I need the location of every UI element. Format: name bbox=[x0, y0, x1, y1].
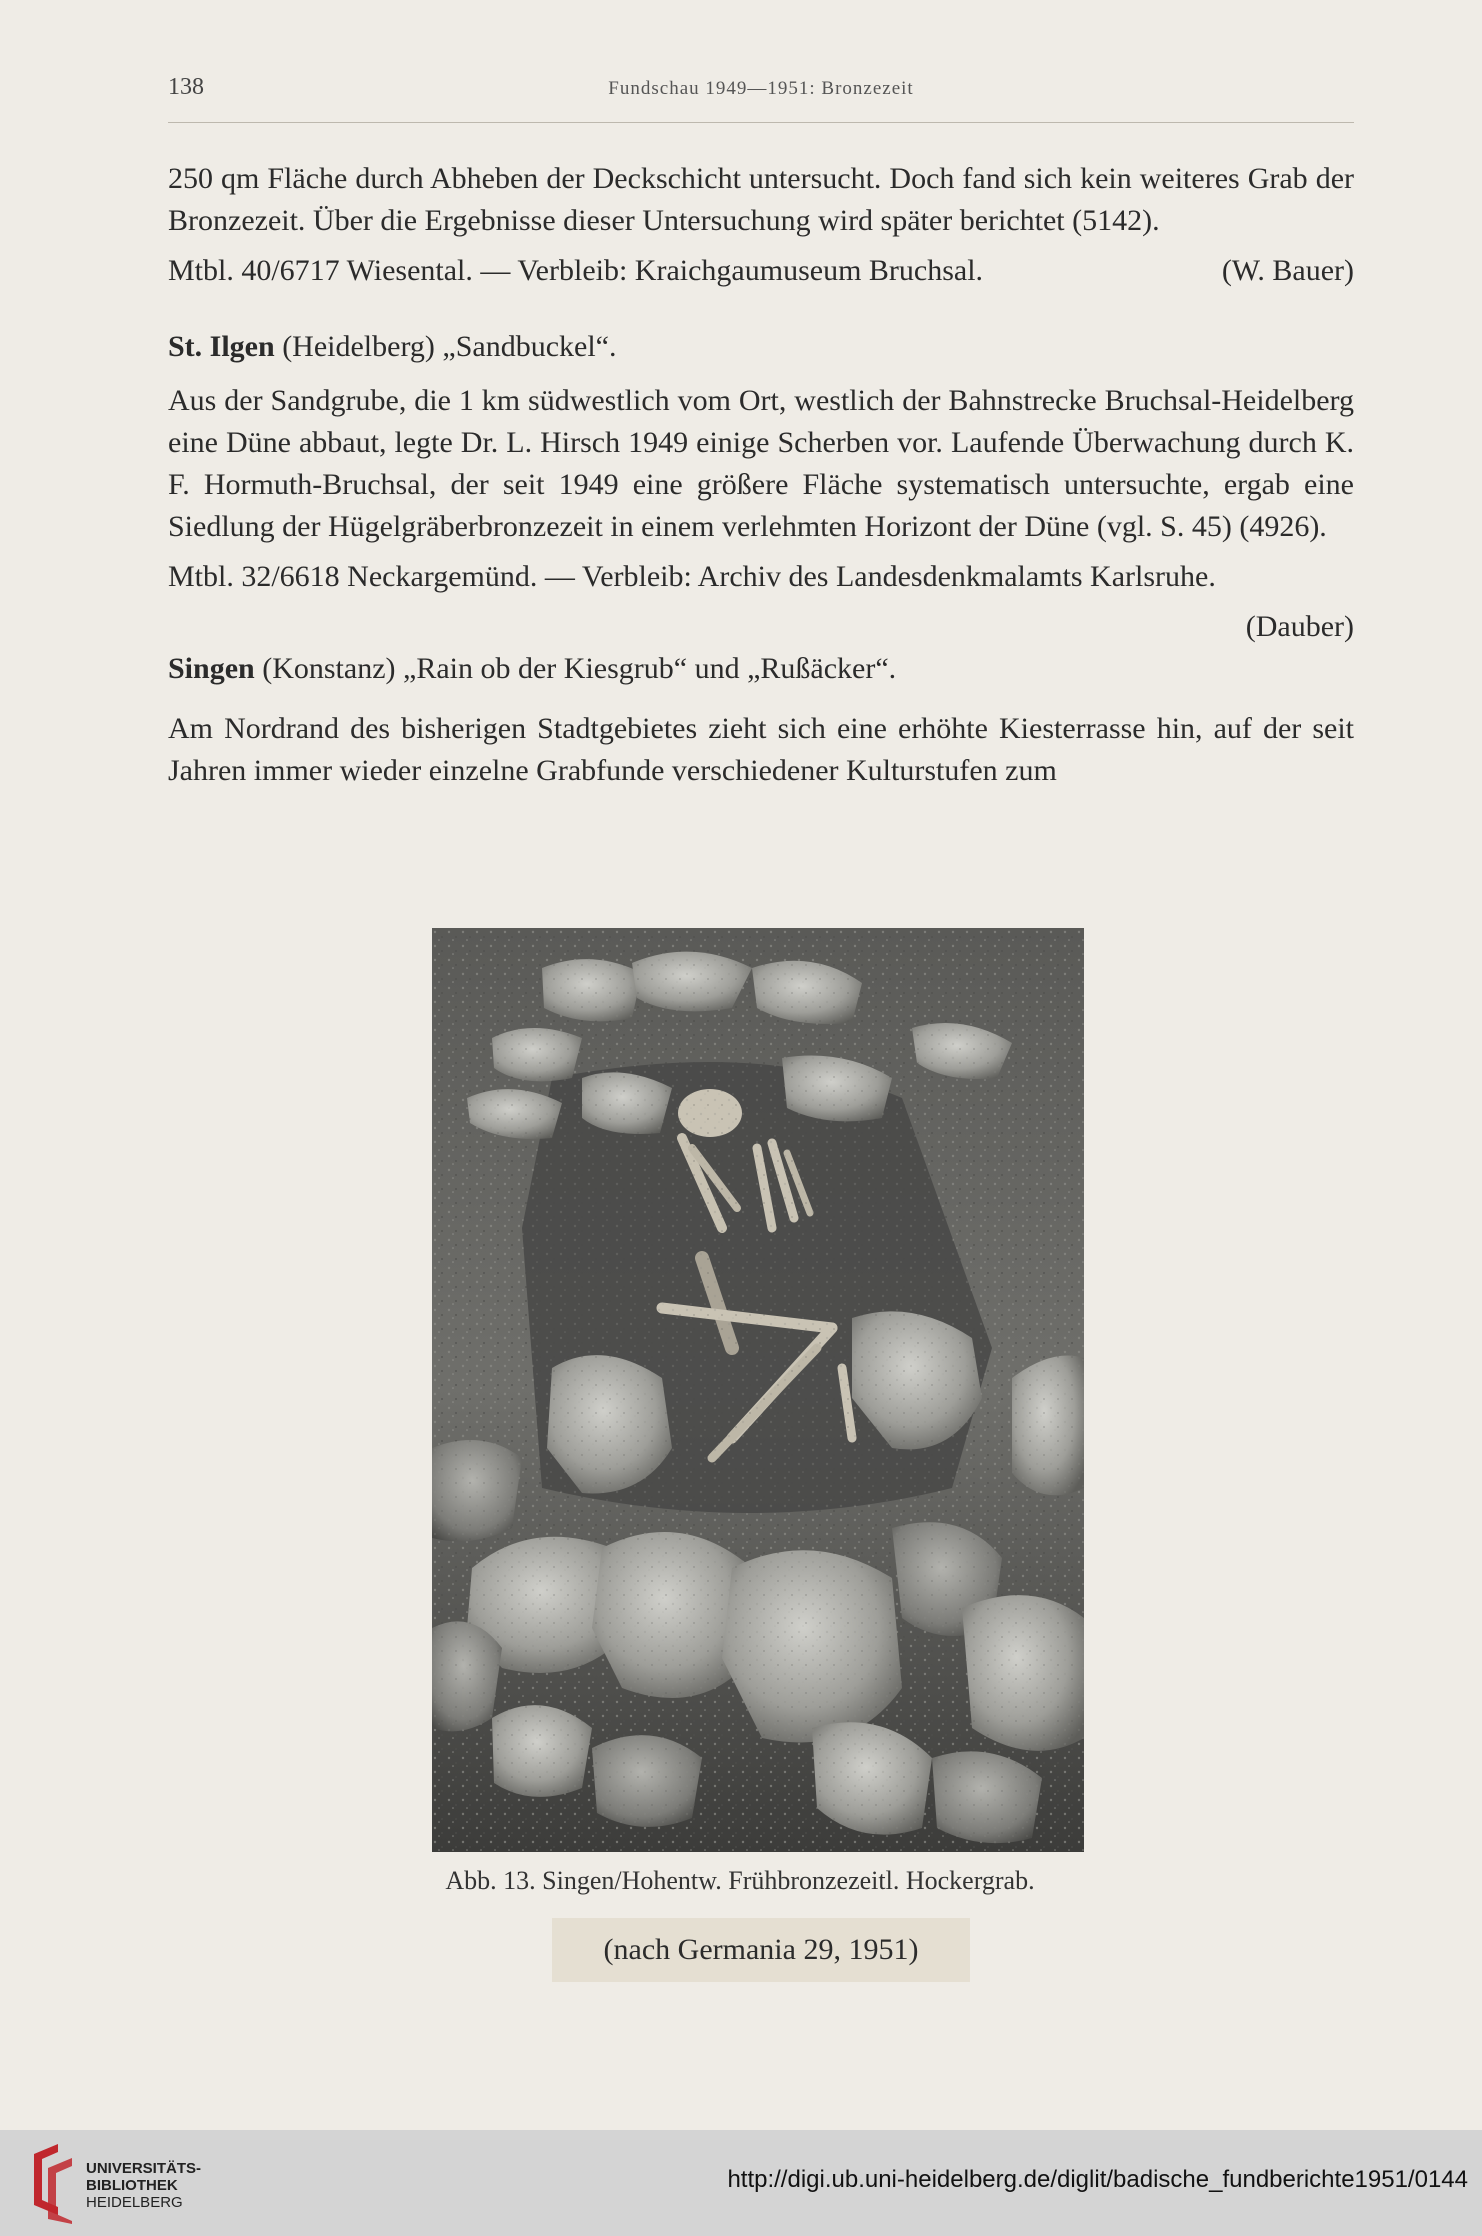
library-name-line: UNIVERSITÄTS- bbox=[86, 2160, 202, 2177]
figure-source-label: (nach Germania 29, 1951) bbox=[552, 1918, 970, 1982]
entry-heading-singen bbox=[168, 648, 1354, 690]
running-head: Fundschau 1949—1951: Bronzezeit bbox=[608, 78, 914, 99]
entry-heading-st-ilgen bbox=[168, 326, 1354, 368]
footer-bar bbox=[0, 2130, 1482, 2236]
location-text: Mtbl. 40/6717 Wiesental. — Verbleib: Kraichgaumuseum Bruchsal. bbox=[168, 254, 984, 287]
location-line-wiesental bbox=[168, 250, 1354, 292]
page-header bbox=[168, 72, 1354, 123]
author-signature: (W. Bauer) bbox=[1221, 254, 1354, 287]
body-text bbox=[168, 158, 1354, 800]
university-library-logo-icon bbox=[28, 2144, 92, 2224]
library-name bbox=[86, 2160, 201, 2211]
permalink-url[interactable]: http://digi.ub.uni-heidelberg.de/diglit/badische_fundberichte1951/0144 bbox=[727, 2166, 1468, 2193]
paragraph-wiesental: 250 qm Fläche durch Abheben der Deckschicht untersucht. Doch fand sich kein weiteres Grab der Bronzezeit. Über die Ergebnisse dieser Untersuchung wird später berichtet (5142). bbox=[168, 162, 1354, 237]
library-name-line: HEIDELBERG bbox=[86, 2194, 183, 2211]
place-name: St. Ilgen bbox=[168, 330, 275, 363]
figure-caption: Abb. 13. Singen/Hohentw. Frühbronzezeitl. Hockergrab. bbox=[445, 1866, 1035, 1895]
page-number: 138 bbox=[168, 74, 204, 100]
grave-photograph bbox=[432, 928, 1084, 1852]
library-name-line: BIBLIOTHEK bbox=[86, 2177, 178, 2194]
place-name: Singen bbox=[168, 652, 255, 685]
location-line-neckargemuend: Mtbl. 32/6618 Neckargemünd. — Verbleib: Archiv des Landesdenkmalamts Karlsruhe. bbox=[168, 560, 1216, 593]
author-signature: (Dauber) bbox=[1245, 610, 1354, 643]
place-details: (Heidelberg) „Sandbuckel“. bbox=[274, 330, 617, 363]
place-details: (Konstanz) „Rain ob der Kiesgrub“ und „Rußäcker“. bbox=[254, 652, 897, 685]
paragraph-singen: Am Nordrand des bisherigen Stadtgebietes zieht sich eine erhöhte Kiesterrasse hin, auf der seit Jahren immer wieder einzelne Grabfunde verschiedener Kulturstufen zum bbox=[168, 712, 1354, 787]
paragraph-st-ilgen: Aus der Sandgrube, die 1 km südwestlich vom Ort, westlich der Bahnstrecke Bruchsal-Heidelberg eine Düne abbaut, legte Dr. L. Hirsch 1949 einige Scherben vor. Laufende Überwachung durch K. F. Hormuth-Bruchsal, der seit 1949 eine größere Fläche systematisch untersuchte, ergab eine Siedlung der Hügelgräberbronzezeit in einem verlehmten Horizont der Düne (vgl. S. 45) (4926). bbox=[168, 384, 1354, 543]
